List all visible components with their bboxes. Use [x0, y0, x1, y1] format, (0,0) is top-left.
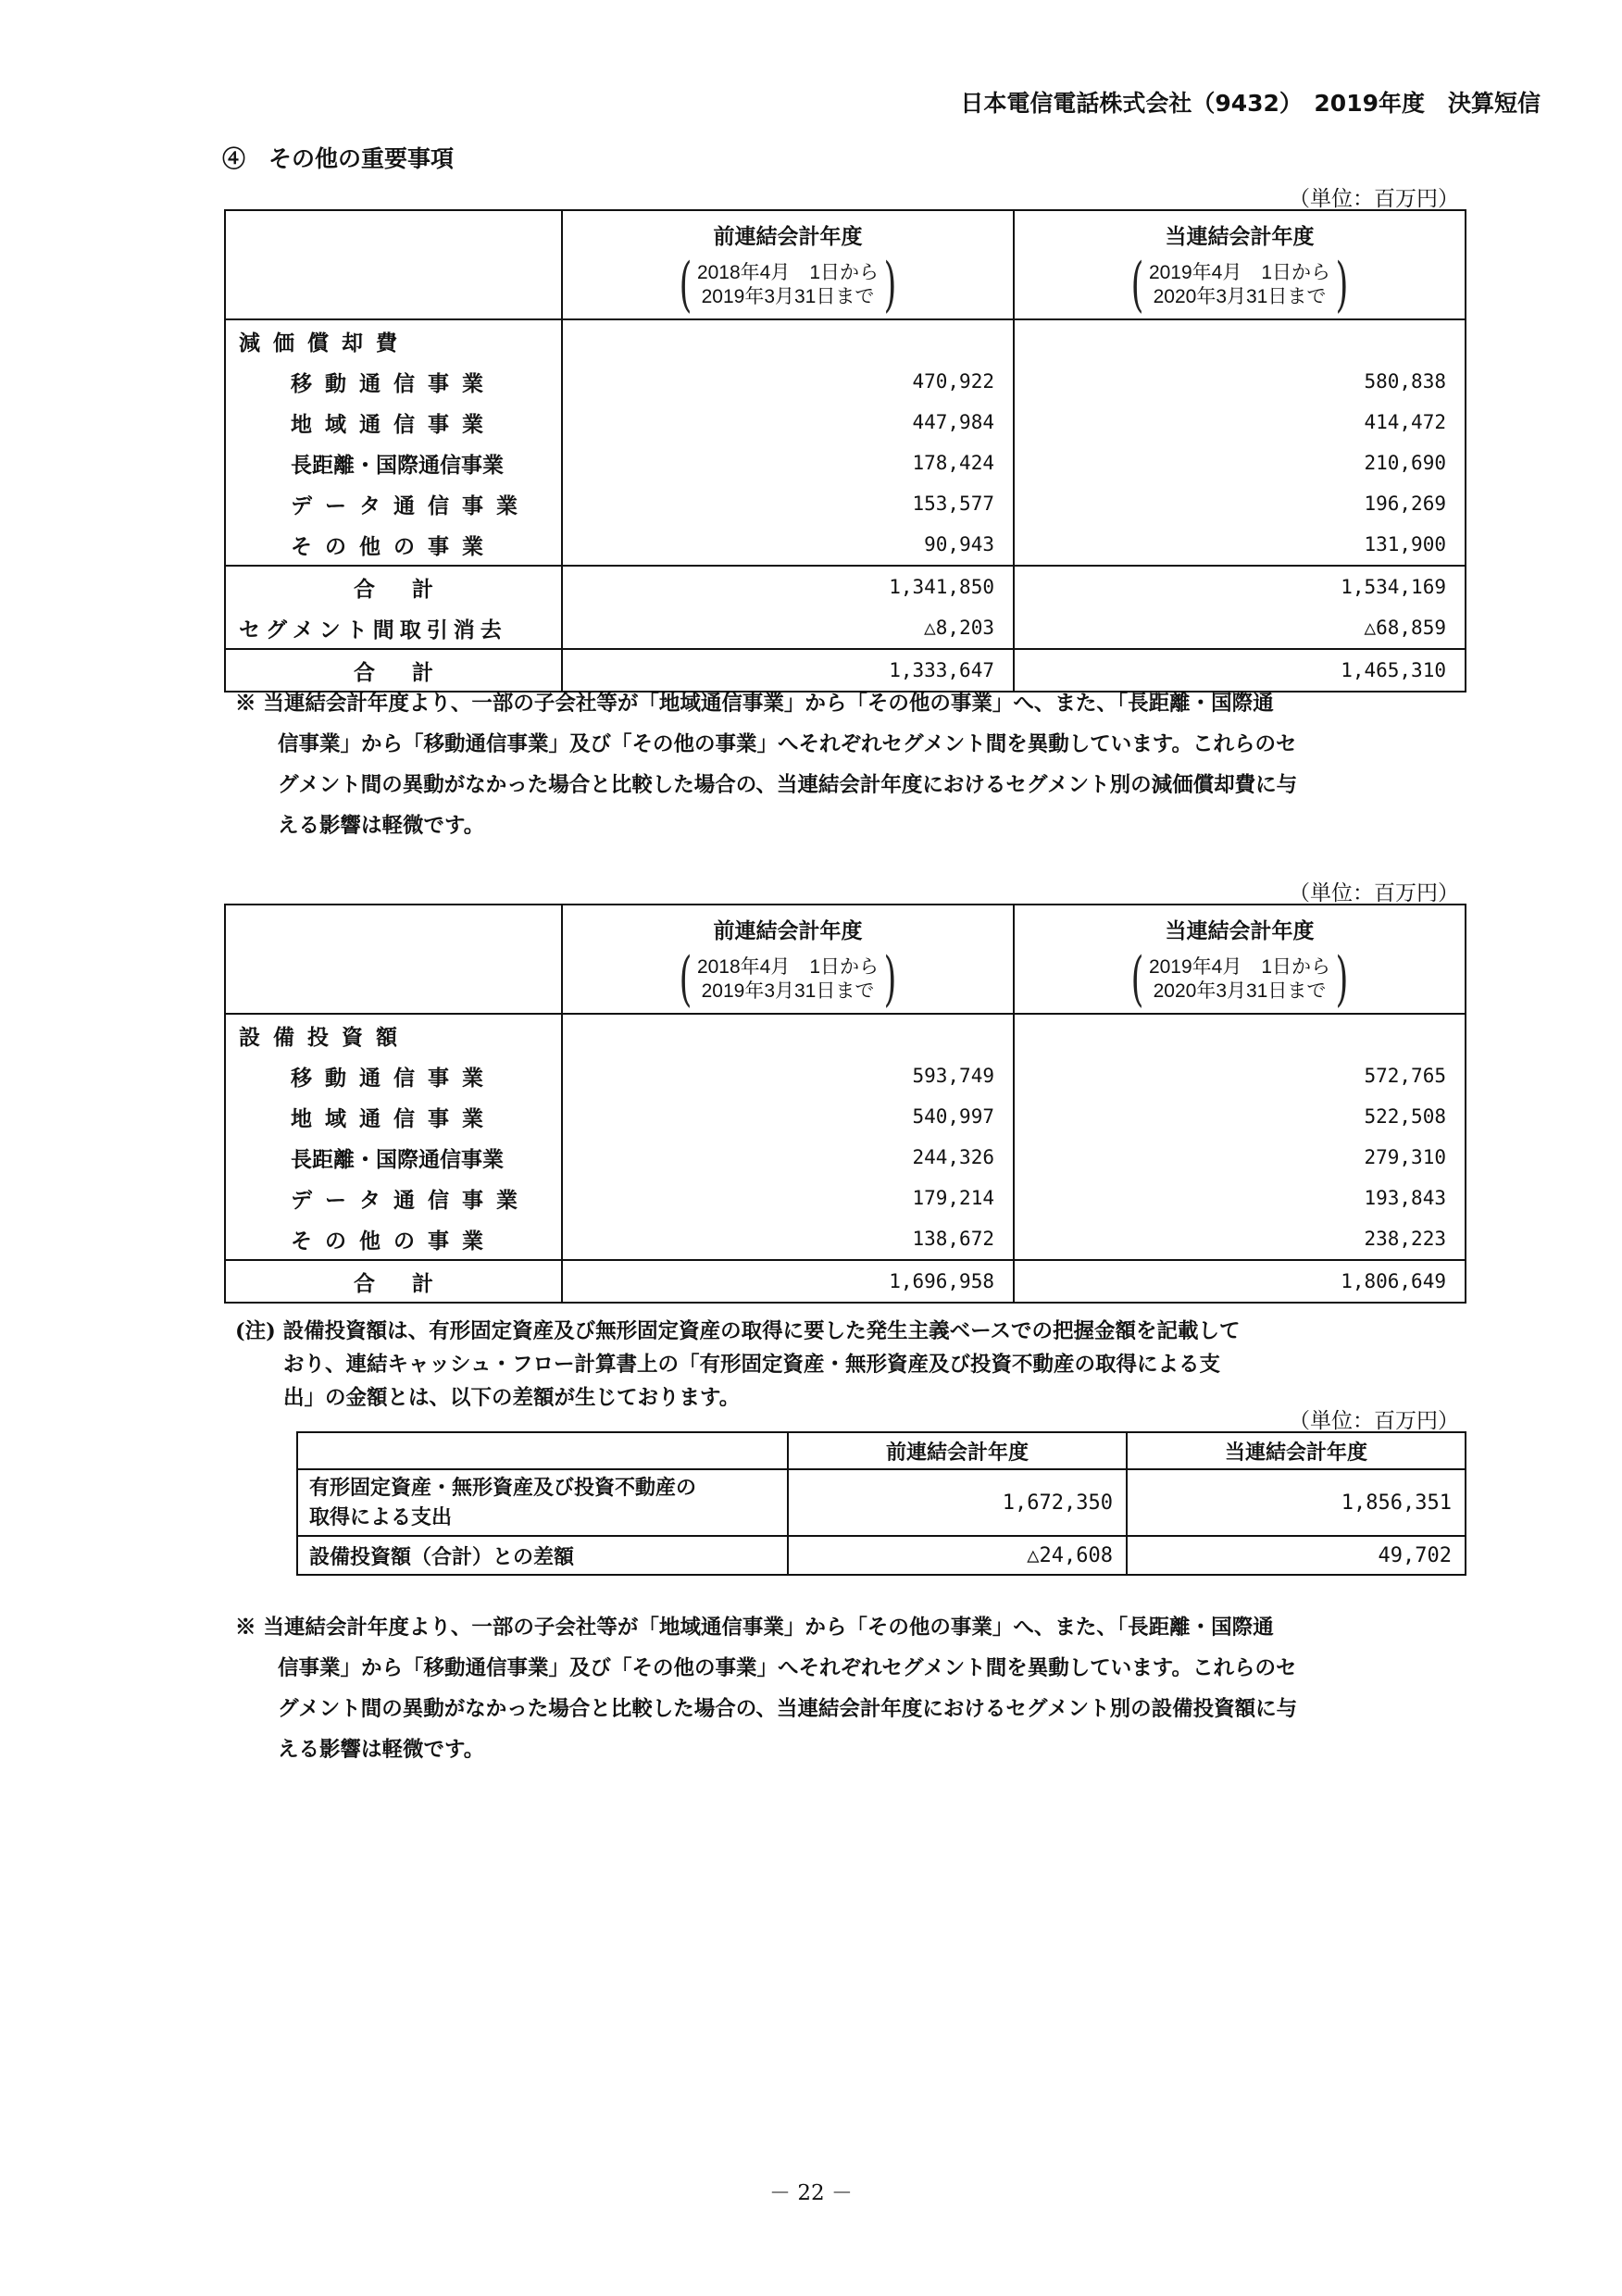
value-prev: 447,984	[562, 402, 1014, 443]
total-curr: 1,465,310	[1014, 649, 1466, 692]
page-number: － 22 －	[769, 2181, 853, 2205]
col-curr-title: 当連結会計年度	[1165, 918, 1315, 943]
document-header: 日本電信電話株式会社（9432） 2019年度 決算短信	[960, 90, 1541, 117]
unit-label: （単位：百万円）	[1289, 1409, 1459, 1433]
value-prev: 470,922	[562, 361, 1014, 402]
value-curr: 522,508	[1014, 1096, 1466, 1137]
value-prev: 593,749	[562, 1055, 1014, 1096]
row-heading: 設備投資額	[225, 1014, 562, 1055]
period-prev: ( 2018年4月 1日から 2019年3月31日まで )	[679, 251, 897, 319]
capex-note-1: (注) 設備投資額は、有形固定資産及び無形固定資産の取得に要した発生主義ベースでの把握金額を記載して おり、連結キャッシュ・フロー計算書上の「有形固定資産・無形資産及び投資不動産の取得による支 出」の金額とは、以下の差額が生じております。	[235, 1319, 1241, 1410]
value-prev: 138,672	[562, 1218, 1014, 1260]
value-prev: 90,943	[562, 524, 1014, 566]
value-prev: 179,214	[562, 1178, 1014, 1218]
total-label: 合計	[225, 1260, 562, 1303]
col-curr-header	[1014, 905, 1466, 1014]
value-prev: 153,577	[562, 483, 1014, 524]
value-curr: 572,765	[1014, 1055, 1466, 1096]
col-prev-header	[562, 210, 1014, 319]
recon-col-curr: 当連結会計年度	[1127, 1432, 1466, 1469]
recon-row2-label: 設備投資額（合計）との差額	[297, 1536, 788, 1575]
value-curr: 193,843	[1014, 1178, 1466, 1218]
row-label: 移動通信事業	[225, 1055, 562, 1096]
value-curr: 580,838	[1014, 361, 1466, 402]
value-prev: 244,326	[562, 1137, 1014, 1178]
recon-row2-curr: 49,702	[1127, 1536, 1466, 1575]
section-title: ④ その他の重要事項	[222, 145, 455, 172]
value-prev: 178,424	[562, 443, 1014, 483]
recon-row1-prev: 1,672,350	[788, 1469, 1127, 1536]
row-label: 移動通信事業	[225, 361, 562, 402]
subtotal-label: 合計	[225, 566, 562, 607]
period-curr: ( 2019年4月 1日から 2020年3月31日まで )	[1130, 945, 1349, 1014]
depreciation-note: ※ 当連結会計年度より、一部の子会社等が「地域通信事業」から「その他の事業」へ、また、「長距離・国際通 信事業」から「移動通信事業」及び「その他の事業」へそれぞれセグメント間を異動しています。これらのセ グメント間の異動がなかった場合と比較した場合の、当連結会計年度におけるセグメント別の減価償却費に与 える影響は軽微です。	[235, 692, 1298, 838]
recon-row1-label: 有形固定資産・無形資産及び投資不動産の 取得による支出	[297, 1469, 788, 1536]
row-label: 長距離・国際通信事業	[225, 1137, 562, 1178]
subtotal-prev: 1,341,850	[562, 566, 1014, 607]
row-label: 地域通信事業	[225, 1096, 562, 1137]
row-label: 長距離・国際通信事業	[225, 443, 562, 483]
col-prev-header	[562, 905, 1014, 1014]
header-blank	[225, 210, 562, 319]
row-label: 地域通信事業	[225, 402, 562, 443]
elim-prev: △8,203	[562, 607, 1014, 649]
col-prev-title: 前連結会計年度	[713, 224, 863, 249]
value-curr: 210,690	[1014, 443, 1466, 483]
recon-col-prev: 前連結会計年度	[788, 1432, 1127, 1469]
row-label: その他の事業	[225, 524, 562, 566]
recon-row2-prev: △24,608	[788, 1536, 1127, 1575]
period-curr: ( 2019年4月 1日から 2020年3月31日まで )	[1130, 251, 1349, 319]
value-curr: 414,472	[1014, 402, 1466, 443]
col-curr-header	[1014, 210, 1466, 319]
reconciliation-table	[296, 1431, 1466, 1576]
col-prev-title: 前連結会計年度	[713, 918, 863, 943]
unit-label: （単位：百万円）	[1289, 881, 1459, 905]
total-label: 合計	[225, 649, 562, 692]
col-curr-title: 当連結会計年度	[1165, 224, 1315, 249]
row-heading: 減価償却費	[225, 319, 562, 361]
value-curr: 131,900	[1014, 524, 1466, 566]
total-curr: 1,806,649	[1014, 1260, 1466, 1303]
row-label: データ通信事業	[225, 483, 562, 524]
value-prev: 540,997	[562, 1096, 1014, 1137]
depreciation-table	[224, 209, 1466, 693]
row-label: その他の事業	[225, 1218, 562, 1260]
header-blank	[225, 905, 562, 1014]
capex-note-2: ※ 当連結会計年度より、一部の子会社等が「地域通信事業」から「その他の事業」へ、また、「長距離・国際通 信事業」から「移動通信事業」及び「その他の事業」へそれぞれセグメント間を異動しています。これらのセ グメント間の異動がなかった場合と比較した場合の、当連結会計年度におけるセグメント別の設備投資額に与 える影響は軽微です。	[235, 1616, 1298, 1762]
row-label: データ通信事業	[225, 1178, 562, 1218]
elim-label: セグメント間取引消去	[225, 607, 562, 649]
recon-blank	[297, 1432, 788, 1469]
value-curr: 196,269	[1014, 483, 1466, 524]
capex-table	[224, 904, 1466, 1304]
value-curr: 279,310	[1014, 1137, 1466, 1178]
elim-curr: △68,859	[1014, 607, 1466, 649]
total-prev: 1,333,647	[562, 649, 1014, 692]
total-prev: 1,696,958	[562, 1260, 1014, 1303]
value-curr: 238,223	[1014, 1218, 1466, 1260]
unit-label: （単位：百万円）	[1289, 187, 1459, 211]
subtotal-curr: 1,534,169	[1014, 566, 1466, 607]
recon-row1-curr: 1,856,351	[1127, 1469, 1466, 1536]
period-prev: ( 2018年4月 1日から 2019年3月31日まで )	[679, 945, 897, 1014]
